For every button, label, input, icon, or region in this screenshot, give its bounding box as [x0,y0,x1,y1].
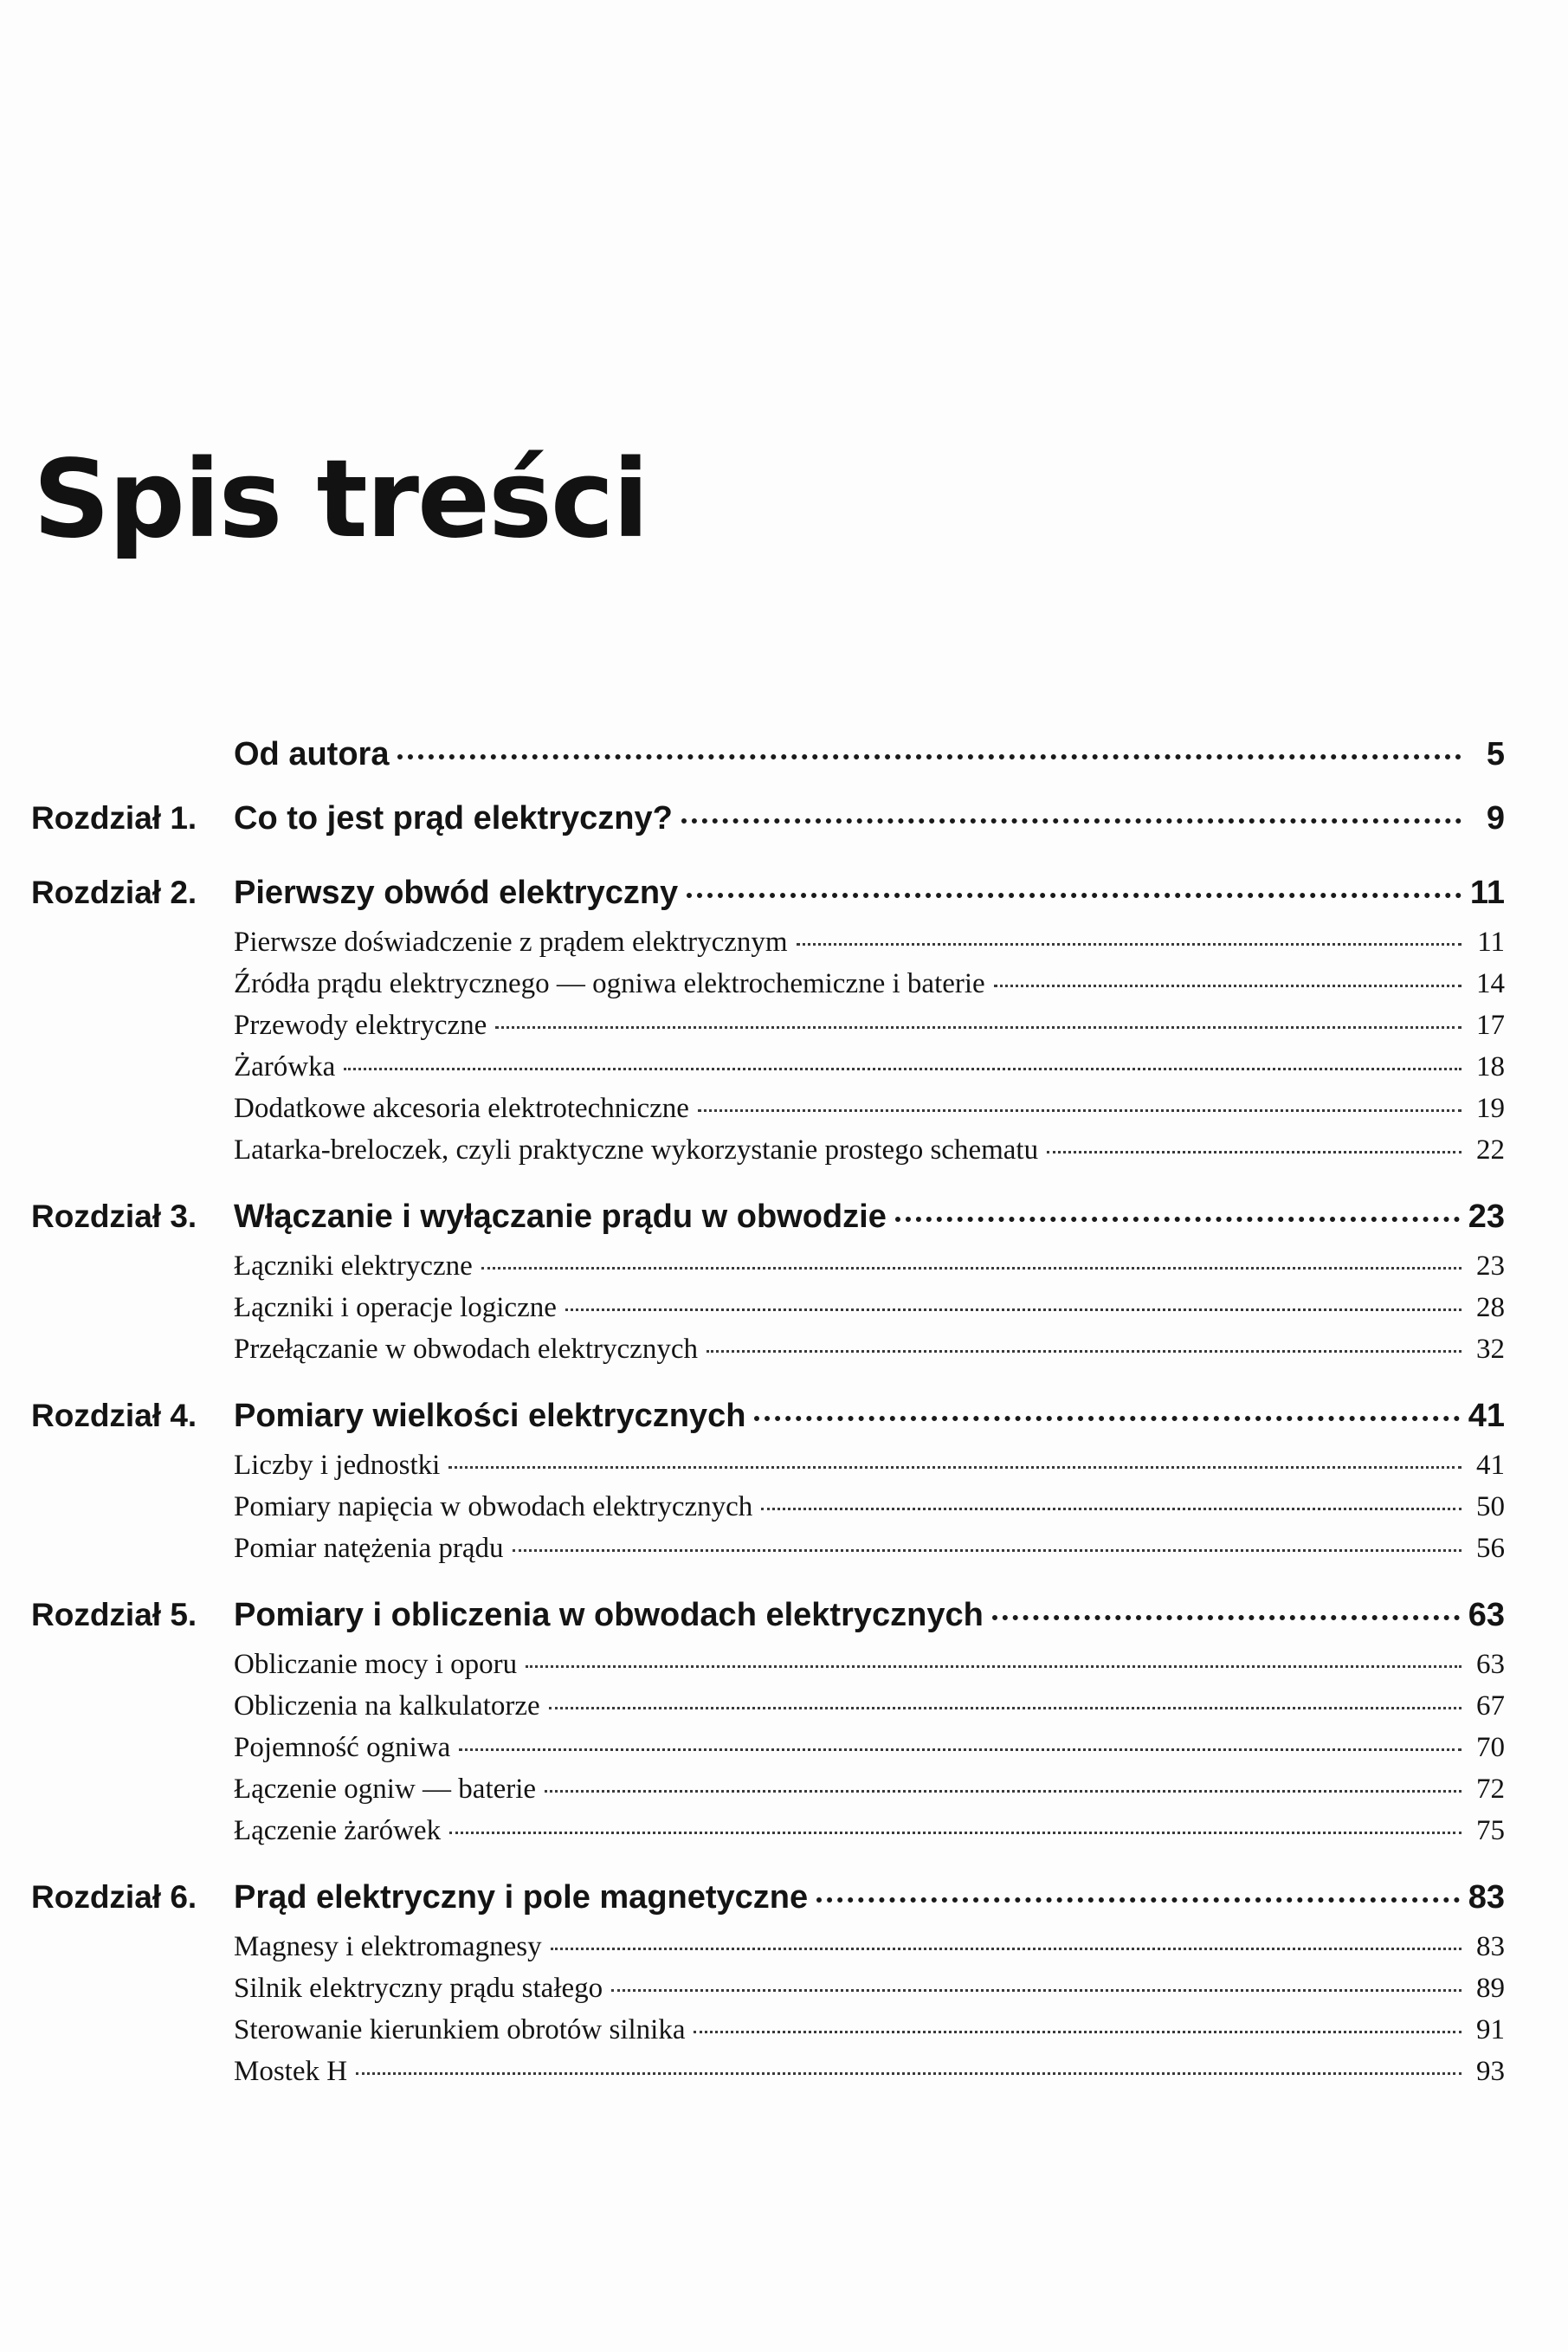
chapter-title: Pomiary i obliczenia w obwodach elektrycznych [234,1597,984,1633]
toc-section-row [0,1973,1568,2014]
toc-section-row [0,1334,1568,1375]
toc-chapter-row [0,1879,1568,1931]
section-title: Liczby i jednostki [234,1450,441,1481]
section-page-number: 23 [1476,1250,1505,1282]
section-title: Mostek H [234,2056,348,2087]
chapter-title: Pierwszy obwód elektryczny [234,875,679,911]
section-page-number: 91 [1476,2014,1505,2045]
page-title: Spis treści [33,437,648,562]
toc-chapter [0,1199,1568,1375]
section-title: Łączniki elektryczne [234,1250,473,1282]
section-page-number: 56 [1476,1533,1505,1564]
chapter-page-number: 9 [1486,800,1505,837]
section-page-number: 17 [1476,1010,1505,1041]
toc-section-row [0,1815,1568,1857]
chapter-title: Od autora [234,736,390,772]
section-page-number: 67 [1476,1690,1505,1722]
toc-section-row [0,1450,1568,1491]
chapter-heading-line [234,1398,1505,1435]
section-title: Źródła prądu elektrycznego — ogniwa elektrochemiczne i baterie [234,968,985,999]
dot-leader [344,1068,1462,1070]
section-page-number: 89 [1476,1973,1505,2004]
toc-section-row [0,1533,1568,1574]
section-line [234,927,1505,959]
section-title: Pomiary napięcia w obwodach elektrycznych [234,1491,753,1522]
dot-leader [495,1026,1462,1029]
chapter-page-number: 63 [1468,1597,1505,1633]
toc-section-row [0,1093,1568,1134]
chapter-title: Co to jest prąd elektryczny? [234,800,673,837]
chapter-page-number: 83 [1468,1879,1505,1916]
toc-chapter [0,800,1568,852]
toc-section-row [0,1250,1568,1292]
dot-leader [761,1508,1462,1510]
section-page-number: 19 [1476,1093,1505,1124]
toc-chapter-row [0,1398,1568,1450]
toc-chapter-row [0,1199,1568,1250]
section-line [234,1774,1505,1806]
section-line [234,1491,1505,1523]
dot-leader [565,1308,1462,1311]
toc-section-row [0,2014,1568,2056]
section-page-number: 18 [1476,1051,1505,1082]
chapter-label: Rozdział 1. [31,800,197,836]
dot-leader [545,1790,1462,1793]
section-page-number: 72 [1476,1774,1505,1805]
section-page-number: 50 [1476,1491,1505,1522]
table-of-contents [0,736,1568,2120]
toc-section-row [0,1732,1568,1774]
section-page-number: 11 [1477,927,1505,958]
dot-leader [994,985,1462,987]
section-title: Żarówka [234,1051,336,1082]
section-line [234,1334,1505,1366]
section-title: Pomiar natężenia prądu [234,1533,504,1564]
section-line [234,1450,1505,1482]
dot-leader [1047,1151,1462,1153]
dot-leader [992,1615,1460,1620]
dot-leader [356,2072,1462,2075]
toc-chapter [0,736,1568,788]
dot-leader [895,1217,1460,1222]
section-title: Przewody elektryczne [234,1010,487,1041]
section-line [234,1690,1505,1722]
section-line [234,1533,1505,1565]
section-line [234,2056,1505,2088]
dot-leader [754,1416,1459,1421]
section-line [234,1649,1505,1681]
dot-leader [526,1665,1462,1668]
toc-section-row [0,1491,1568,1533]
section-page-number: 32 [1476,1334,1505,1365]
dot-leader [611,1989,1462,1992]
toc-section-row [0,2056,1568,2097]
section-line [234,1010,1505,1042]
section-page-number: 93 [1476,2056,1505,2087]
section-title: Łączenie żarówek [234,1815,442,1846]
toc-section-row [0,927,1568,968]
dot-leader [687,893,1462,898]
dot-leader [549,1707,1462,1709]
toc-section-row [0,1774,1568,1815]
toc-section-row [0,1649,1568,1690]
section-line [234,1931,1505,1963]
section-title: Latarka-breloczek, czyli praktyczne wykorzystanie prostego schematu [234,1134,1039,1166]
section-line [234,1292,1505,1324]
chapter-page-number: 23 [1468,1199,1505,1235]
section-line [234,1051,1505,1083]
chapter-label: Rozdział 4. [31,1398,197,1433]
section-title: Dodatkowe akcesoria elektrotechniczne [234,1093,689,1124]
section-title: Pierwsze doświadczenie z prądem elektrycznym [234,927,788,958]
section-title: Obliczanie mocy i oporu [234,1649,518,1680]
section-title: Przełączanie w obwodach elektrycznych [234,1334,698,1365]
toc-chapter-row [0,736,1568,788]
chapter-label: Rozdział 5. [31,1597,197,1632]
chapter-label: Rozdział 6. [31,1879,197,1915]
dot-leader [681,818,1462,824]
chapter-heading-line [234,800,1505,837]
section-title: Magnesy i elektromagnesy [234,1931,542,1962]
section-line [234,1732,1505,1764]
section-title: Pojemność ogniwa [234,1732,451,1763]
toc-chapter [0,875,1568,1176]
chapter-title: Włączanie i wyłączanie prądu w obwodzie [234,1199,887,1235]
chapter-heading-line [234,875,1505,912]
toc-chapter-row [0,800,1568,852]
dot-leader [816,1897,1460,1903]
dot-leader [481,1267,1462,1270]
section-line [234,2014,1505,2046]
section-line [234,968,1505,1000]
dot-leader [513,1549,1462,1552]
dot-leader [449,1832,1462,1834]
toc-chapter-row [0,1597,1568,1649]
dot-leader [797,943,1462,946]
dot-leader [707,1350,1462,1353]
dot-leader [459,1748,1462,1751]
section-title: Obliczenia na kalkulatorze [234,1690,540,1722]
chapter-title: Prąd elektryczny i pole magnetyczne [234,1879,809,1916]
dot-leader [397,754,1462,759]
chapter-page-number: 5 [1486,736,1505,772]
toc-section-row [0,1010,1568,1051]
chapter-label: Rozdział 3. [31,1199,197,1234]
dot-leader [448,1466,1462,1469]
chapter-label: Rozdział 2. [31,875,197,910]
section-page-number: 41 [1476,1450,1505,1481]
section-page-number: 22 [1476,1134,1505,1166]
toc-section-row [0,1690,1568,1732]
section-title: Silnik elektryczny prądu stałego [234,1973,603,2004]
toc-section-row [0,1931,1568,1973]
chapter-heading-line [234,1199,1505,1236]
chapter-title: Pomiary wielkości elektrycznych [234,1398,746,1434]
toc-chapter [0,1879,1568,2097]
toc-section-row [0,968,1568,1010]
section-line [234,1973,1505,2005]
section-line [234,1250,1505,1283]
toc-section-row [0,1292,1568,1334]
dot-leader [698,1109,1462,1112]
chapter-heading-line [234,736,1505,773]
section-title: Łączenie ogniw — baterie [234,1774,537,1805]
chapter-heading-line [234,1879,1505,1916]
toc-chapter [0,1398,1568,1574]
dot-leader [551,1948,1462,1950]
section-line [234,1815,1505,1847]
section-page-number: 75 [1476,1815,1505,1846]
toc-chapter [0,1597,1568,1857]
chapter-heading-line [234,1597,1505,1634]
section-line [234,1093,1505,1125]
dot-leader [694,2031,1462,2033]
section-page-number: 83 [1476,1931,1505,1962]
section-page-number: 14 [1476,968,1505,999]
section-page-number: 28 [1476,1292,1505,1323]
section-page-number: 63 [1476,1649,1505,1680]
section-title: Sterowanie kierunkiem obrotów silnika [234,2014,686,2045]
toc-section-row [0,1051,1568,1093]
section-title: Łączniki i operacje logiczne [234,1292,557,1323]
toc-chapter-row [0,875,1568,927]
section-page-number: 70 [1476,1732,1505,1763]
chapter-page-number: 11 [1469,875,1505,911]
chapter-page-number: 41 [1468,1398,1505,1434]
toc-section-row [0,1134,1568,1176]
section-line [234,1134,1505,1166]
